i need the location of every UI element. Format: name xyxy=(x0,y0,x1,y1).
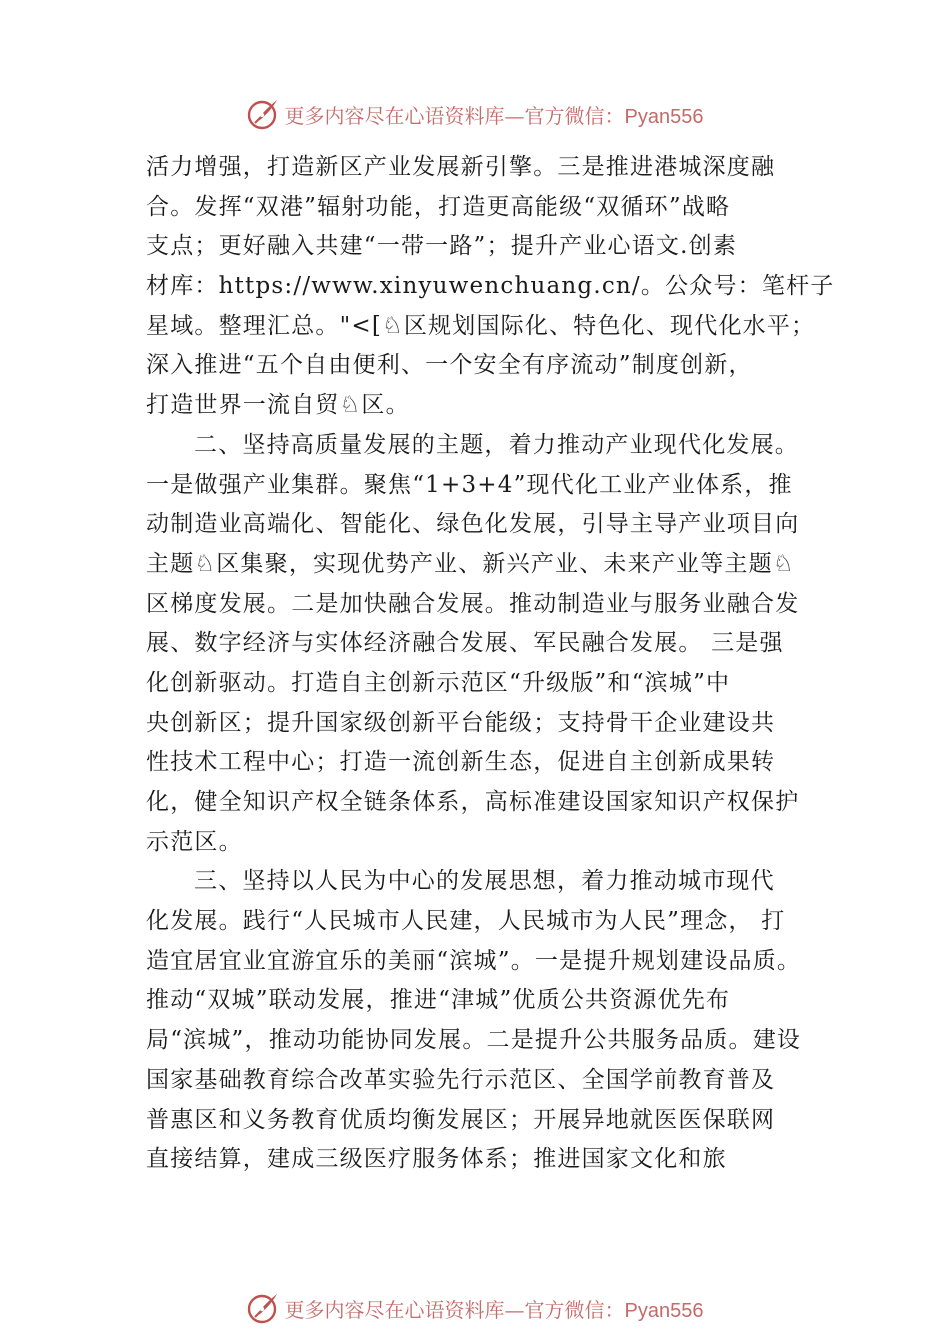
body-line: 普惠区和义务教育优质均衡发展区；开展异地就医医保联网 xyxy=(146,1106,776,1133)
footer-wechat-account: Pyan556 xyxy=(624,1299,704,1322)
body-line: 化创新驱动。打造自主创新示范区“升级版”和“滨城”中 xyxy=(146,669,731,696)
body-line: 星域。整理汇总。"<[♘区规划国际化、特色化、现代化水平； xyxy=(146,312,816,339)
body-line: 一是做强产业集群。聚焦“1+3+4”现代化工业产业体系，推 xyxy=(146,471,793,498)
body-line: 推动“双城”联动发展，推进“津城”优质公共资源优先布 xyxy=(146,987,731,1014)
body-line: 打造世界一流自贸♘区。 xyxy=(146,392,410,419)
footer-banner-main: 更多内容尽在心语资料库—官方微信： xyxy=(284,1297,625,1322)
header-banner xyxy=(0,94,950,134)
body-line: 支点；更好融入共建“一带一路”；提升产业心语文.创素 xyxy=(146,233,738,260)
body-line: 国家基础教育综合改革实验先行示范区、全国学前教育普及 xyxy=(146,1066,776,1093)
footer-banner-text xyxy=(285,1294,704,1323)
body-line: 直接结算，建成三级医疗服务体系；推进国家文化和旅 xyxy=(146,1146,727,1173)
body-line: 深入推进“五个自由便利、一个安全有序流动”制度创新， xyxy=(146,352,753,379)
quill-logo-icon xyxy=(247,97,281,131)
document-body xyxy=(146,148,836,1180)
body-line: 区梯度发展。二是加快融合发展。推动制造业与服务业融合发 xyxy=(146,590,800,617)
body-line: 央创新区；提升国家级创新平台能级；支持骨干企业建设共 xyxy=(146,709,776,736)
body-line: 主题♘区集聚，实现优势产业、新兴产业、未来产业等主题♘ xyxy=(146,550,795,577)
quill-logo-icon xyxy=(247,1291,281,1325)
body-line: 化，健全知识产权全链条体系，高标准建设国家知识产权保护 xyxy=(146,789,800,815)
body-line: 造宜居宜业宜游宜乐的美丽“滨城”。一是提升规划建设品质。 xyxy=(146,947,802,974)
body-line: 合。发挥“双港”辐射功能，打造更高能级“双循环”战略 xyxy=(146,193,731,220)
body-line: 局“滨城”，推动功能协同发展。二是提升公共服务品质。建设 xyxy=(146,1027,802,1054)
body-line: 动制造业高端化、智能化、绿色化发展，引导主导产业项目向 xyxy=(146,511,800,538)
section-heading: 三、坚持以人民为中心的发展思想，着力推动城市现代 xyxy=(194,868,775,895)
body-line: 活力增强，打造新区产业发展新引擎。三是推进港城深度融 xyxy=(146,154,776,180)
body-line: 化发展。践行“人民城市人民建，人民城市为人民”理念， 打 xyxy=(146,908,786,935)
header-wechat-account: Pyan556 xyxy=(624,105,704,128)
body-line: 展、数字经济与实体经济融合发展、军民融合发展。 三是强 xyxy=(146,630,784,657)
header-banner-main: 更多内容尽在心语资料库—官方微信： xyxy=(284,103,625,128)
footer-banner xyxy=(0,1288,950,1328)
header-banner-text xyxy=(285,100,704,129)
body-line: 示范区。 xyxy=(146,828,243,855)
body-line: 性技术工程中心；打造一流创新生态，促进自主创新成果转 xyxy=(146,749,776,776)
body-line: 材库：https://www.xinyuwenchuang.cn/。公众号：笔杆子 xyxy=(146,273,835,300)
section-heading: 二、坚持高质量发展的主题，着力推动产业现代化发展。 xyxy=(194,431,799,458)
